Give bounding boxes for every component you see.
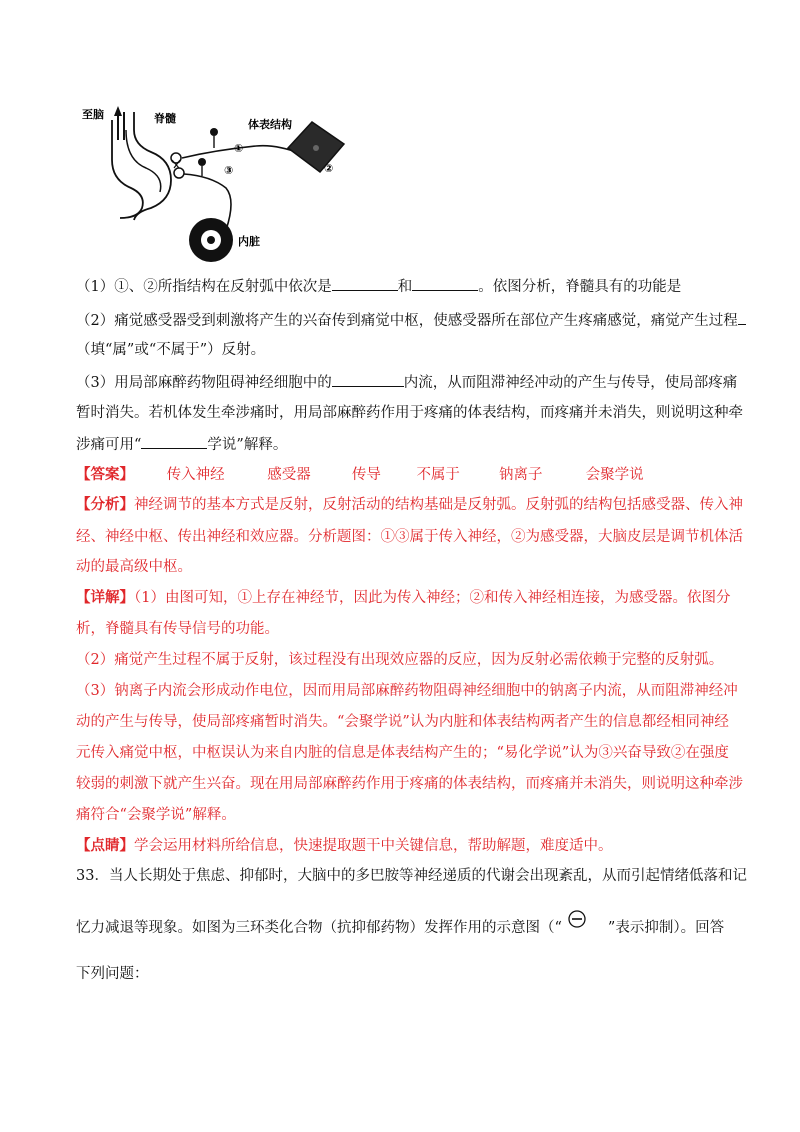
neuron-body-lower [174, 168, 184, 178]
q3-text-b: 内流，从而阻滞神经冲动的产生与传导，使局部疼痛 [403, 375, 738, 391]
question-1 [76, 276, 681, 297]
detail-line-3 [76, 650, 723, 670]
body-surface-structure [288, 122, 344, 172]
detail-text-1: （1）由图可知，①上存在神经节，因此为传入神经；②和传入神经相连接，为感受器。依图分 [134, 590, 731, 606]
detail-text-4: （3）钠离子内流会形成动作电位，因而用局部麻醉药物阻碍神经细胞中的钠离子内流，从而阻滞神经冲 [76, 683, 738, 699]
answer-item-6: 会聚学说 [585, 467, 644, 483]
analysis-line-1 [76, 495, 743, 515]
tip-line [76, 836, 613, 856]
detail-line-2 [76, 619, 279, 639]
spinal-cord-outline [134, 112, 171, 220]
label-surface: 体表结构 [248, 118, 292, 131]
q3-blank-2 [141, 434, 207, 449]
answer-line [76, 465, 644, 485]
analysis-text-1: 神经调节的基本方式是反射，反射活动的结构基础是反射弧。反射弧的结构包括感受器、传入神 [134, 497, 743, 513]
analysis-text-2: 经、神经中枢、传出神经和效应器。分析题图：①③属于传入神经，②为感受器，大脑皮层是调节机体活 [76, 529, 743, 545]
q33-text-1: 33．当人长期处于焦虑、抑郁时，大脑中的多巴胺等神经递质的代谢会出现紊乱，从而引起情绪低落和记 [76, 868, 747, 884]
tip-text: 学会运用材料所给信息，快速提取题干中关键信息，帮助解题，难度适中。 [134, 838, 613, 854]
detail-text-8: 痛符合“会聚学说”解释。 [76, 807, 236, 823]
ganglion-1 [210, 128, 218, 136]
marker-1: ① [234, 142, 244, 155]
marker-2: ② [324, 162, 334, 175]
reflex-arc-figure [76, 100, 376, 270]
inhibit-symbol-icon [562, 918, 608, 934]
label-spinal: 脊髓 [154, 112, 176, 125]
q2-blank [738, 310, 746, 325]
q2-text-b: （填“属”或“不属于”）反射。 [76, 342, 266, 358]
detail-line-7 [76, 774, 743, 794]
detail-line-4 [76, 681, 738, 701]
question-3-line-3 [76, 434, 287, 455]
q33-text-2a: 忆力减退等现象。如图为三环类化合物（抗抑郁药物）发挥作用的示意图（“ [76, 920, 562, 936]
detail-text-2: 析，脊髓具有传导信号的功能。 [76, 621, 279, 637]
detail-text-3: （2）痛觉产生过程不属于反射，该过程没有出现效应器的反应，因为反射必需依赖于完整的反射弧。 [76, 652, 724, 668]
viscera-organ [189, 218, 233, 262]
detail-label: 【详解】 [76, 589, 134, 606]
detail-line-1 [76, 588, 730, 608]
q1-text-a: （1）①、②所指结构在反射弧中依次是 [76, 279, 332, 295]
detail-text-6: 元传入痛觉中枢，中枢误认为来自内脏的信息是体表结构产生的；“易化学说”认为③兴奋导致②在强度 [76, 745, 729, 761]
detail-text-5: 动的产生与传导，使局部疼痛暂时消失。“会聚学说”认为内脏和体表结构两者产生的信息都经相同神经 [76, 714, 729, 730]
q3-text-d: 涉痛可用“ [76, 437, 142, 453]
q2-text-a: （2）痛觉感受器受到刺激将产生的兴奋传到痛觉中枢，使感受器所在部位产生疼痛感觉，痛觉产生过程 [76, 313, 738, 329]
question-3-line-2 [76, 403, 743, 423]
detail-line-5 [76, 712, 729, 732]
detail-line-8 [76, 805, 236, 825]
q3-blank-1 [332, 372, 404, 387]
answer-item-4: 不属于 [416, 467, 460, 483]
q3-text-c: 暂时消失。若机体发生牵涉痛时，用局部麻醉药作用于疼痛的体表结构，而疼痛并未消失，则说明这种牵 [76, 405, 743, 421]
q1-text-c: 。依图分析，脊髓具有的功能是 [478, 279, 682, 295]
answer-item-1: 传入神经 [166, 467, 225, 483]
answer-item-3: 传导 [351, 467, 381, 483]
question-2-line-2 [76, 340, 265, 360]
q1-text-b: 和 [397, 279, 413, 295]
q1-blank-2 [412, 276, 478, 291]
q33-line-1 [76, 866, 747, 886]
answer-label: 【答案】 [76, 466, 134, 483]
arrow-up-icon [114, 106, 122, 116]
label-viscera: 内脏 [238, 235, 260, 248]
q33-line-3 [76, 964, 149, 984]
q33-line-2 [76, 918, 724, 938]
analysis-label: 【分析】 [76, 496, 134, 513]
analysis-text-3: 动的最高级中枢。 [76, 559, 192, 575]
ganglion-3 [198, 158, 206, 166]
detail-text-7: 较弱的刺激下就产生兴奋。现在用局部麻醉药作用于疼痛的体表结构，而疼痛并未消失，则说明这种牵涉 [76, 776, 743, 792]
detail-line-6 [76, 743, 729, 763]
q33-text-3: 下列问题： [76, 966, 149, 982]
q33-text-2b: ”表示抑制）。回答 [607, 920, 725, 936]
answer-item-5: 钠离子 [499, 467, 543, 483]
q3-text-a: （3）用局部麻醉药物阻碍神经细胞中的 [76, 375, 332, 391]
question-3-line-1 [76, 372, 737, 393]
question-2-line-1 [76, 310, 746, 331]
marker-3: ③ [224, 164, 234, 177]
tip-label: 【点睛】 [76, 837, 134, 854]
analysis-line-3 [76, 557, 192, 577]
label-brain: 至脑 [82, 108, 104, 121]
analysis-line-2 [76, 527, 743, 547]
q1-blank-1 [332, 276, 398, 291]
answer-item-2: 感受器 [267, 467, 311, 483]
q3-text-e: 学说”解释。 [207, 437, 288, 453]
